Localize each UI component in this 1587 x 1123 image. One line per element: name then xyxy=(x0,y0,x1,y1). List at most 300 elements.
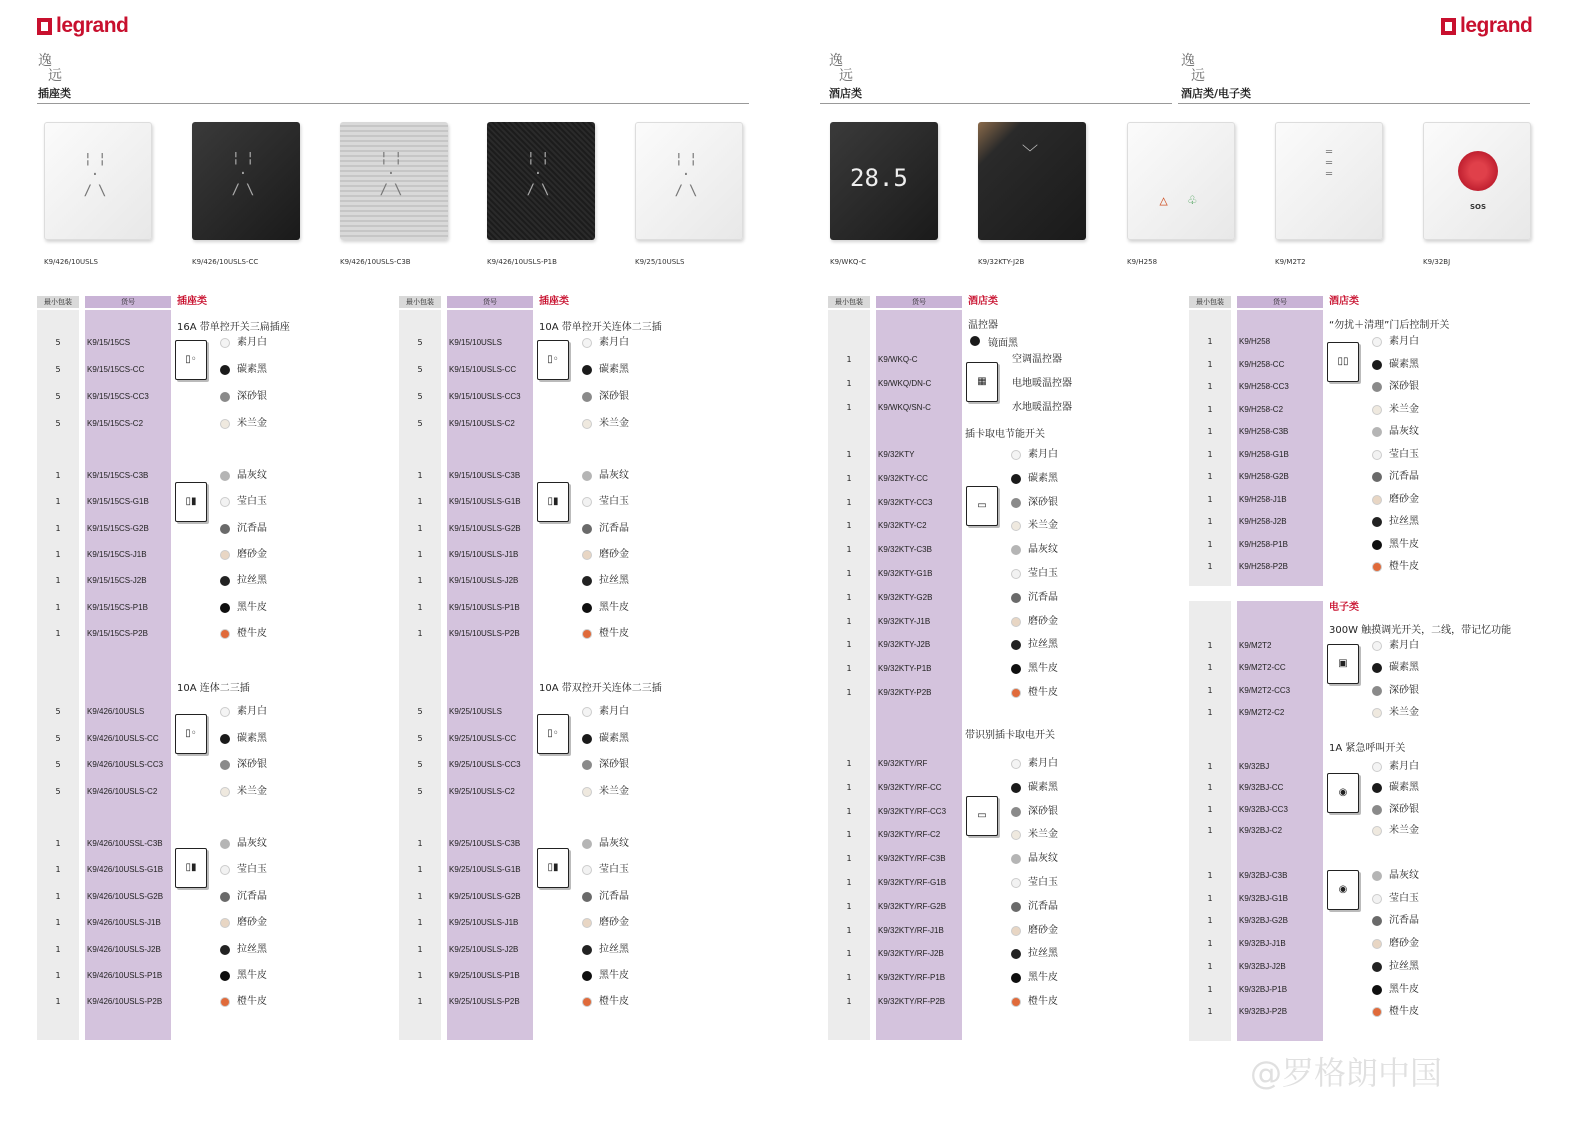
device-icon: ▯▮ xyxy=(537,482,569,522)
color-swatch xyxy=(1011,593,1021,603)
device-icon: ▭ xyxy=(966,486,998,526)
table-row xyxy=(399,705,659,719)
color-name: 黑牛皮 xyxy=(1389,538,1419,550)
category-title: 酒店类 xyxy=(968,296,998,307)
device-icon: ▭ xyxy=(966,796,998,836)
product-code: K9/32BJ-J1B xyxy=(1239,939,1286,949)
color-swatch xyxy=(1011,521,1021,531)
color-name: 素月白 xyxy=(599,706,629,717)
color-name: 深砂银 xyxy=(1389,803,1419,815)
group-title: 1A 紧急呼叫开关 xyxy=(1329,743,1406,754)
table-row xyxy=(37,916,297,930)
table-row xyxy=(37,469,297,483)
product-code: K9/15/15CS-CC3 xyxy=(87,392,149,401)
pack-qty: 1 xyxy=(846,782,852,792)
product-code: K9/32KTY/RF-P1B xyxy=(878,973,946,983)
pack-qty: 1 xyxy=(417,918,423,928)
category-title: 插座类 xyxy=(177,296,207,307)
pack-qty: 1 xyxy=(1207,961,1213,971)
product-code: K9/15/10USLS-G1B xyxy=(449,497,521,507)
pack-qty: 1 xyxy=(55,576,61,586)
product-code: K9/32KTY-C3B xyxy=(878,545,932,555)
color-name: 拉丝黑 xyxy=(1389,960,1419,972)
pack-qty: 1 xyxy=(1207,825,1213,835)
color-swatch xyxy=(220,865,230,875)
color-name: 橙牛皮 xyxy=(599,996,629,1008)
device-icon: ▦ xyxy=(966,362,998,402)
table-row xyxy=(828,615,1088,629)
color-name: 米兰金 xyxy=(1389,403,1419,415)
color-swatch xyxy=(582,707,592,717)
color-name: 黑牛皮 xyxy=(599,601,629,613)
device-type: 电地暖温控器 xyxy=(1012,378,1072,389)
color-name: 拉丝黑 xyxy=(237,943,267,955)
color-swatch xyxy=(1372,562,1382,572)
color-swatch xyxy=(582,997,592,1007)
category-title: 电子类 xyxy=(1329,602,1359,613)
color-name: 深砂银 xyxy=(599,759,629,771)
color-swatch xyxy=(1011,545,1021,555)
color-name: 素月白 xyxy=(237,337,267,348)
color-swatch xyxy=(1372,805,1382,815)
table-row xyxy=(1189,448,1449,462)
color-swatch xyxy=(220,760,230,770)
table-row xyxy=(1189,803,1449,817)
color-name: 黑牛皮 xyxy=(1028,972,1058,984)
color-swatch xyxy=(220,338,230,348)
product-code: K9/H258 xyxy=(1239,337,1271,346)
table-row xyxy=(1189,1005,1449,1019)
pack-qty: 1 xyxy=(55,971,61,980)
product-code: K9/426/10USLS-P1B xyxy=(487,258,557,266)
table-row xyxy=(828,401,1088,415)
product-code: K9/32BJ-P1B xyxy=(1239,984,1288,994)
product-code: K9/15/15CS-C3B xyxy=(87,471,149,480)
color-swatch xyxy=(582,419,592,429)
product-code: K9/15/10USLS-CC3 xyxy=(449,392,521,401)
color-name: 沉香晶 xyxy=(599,522,629,534)
pack-qty: 1 xyxy=(1207,685,1213,695)
product-code: K9/426/10USLS-CC3 xyxy=(87,760,164,770)
table-row xyxy=(37,336,297,350)
product-code: K9/32BJ xyxy=(1423,258,1451,266)
pack-qty: 1 xyxy=(55,865,61,875)
table-row xyxy=(37,601,297,615)
color-name: 拉丝黑 xyxy=(1389,516,1419,527)
table-row xyxy=(37,705,297,719)
color-swatch xyxy=(1372,762,1382,772)
color-swatch xyxy=(1372,360,1382,370)
pack-qty: 1 xyxy=(846,616,852,626)
device-icon: ▯◦ xyxy=(537,340,569,380)
pack-qty: 1 xyxy=(846,569,852,578)
color-swatch xyxy=(220,419,230,429)
group-title: 300W 触摸调光开关，二线，带记忆功能 xyxy=(1329,625,1512,636)
product-image xyxy=(1423,122,1531,240)
device-icon: ▯▮ xyxy=(537,848,569,888)
color-swatch xyxy=(1011,617,1021,627)
table-row xyxy=(399,890,659,904)
group-title: 10A 连体二三插 xyxy=(177,683,250,694)
pack-qty: 1 xyxy=(846,878,852,887)
pack-qty: 1 xyxy=(417,839,423,848)
pack-qty: 1 xyxy=(846,545,852,555)
product-code: K9/H258-P1B xyxy=(1239,539,1288,549)
product-code: K9/15/15CS-CC xyxy=(87,365,145,374)
product-code: K9/25/10USLS-CC xyxy=(449,733,517,743)
table-row xyxy=(828,377,1088,391)
pack-qty: 1 xyxy=(417,602,423,612)
pack-qty: 5 xyxy=(417,365,423,374)
product-code: K9/H258-P2B xyxy=(1239,562,1288,571)
pack-qty: 1 xyxy=(1207,804,1213,814)
pack-qty: 1 xyxy=(417,497,423,507)
color-name: 橙牛皮 xyxy=(237,627,267,639)
pack-qty: 1 xyxy=(55,549,61,559)
product-code: K9/32BJ-G1B xyxy=(1239,893,1288,903)
product-code: K9/15/15CS-G1B xyxy=(87,497,149,507)
product-code: K9/25/10USLS-C3B xyxy=(449,839,521,848)
product-code: K9/32BJ-C2 xyxy=(1239,825,1283,835)
product-code: K9/M2T2 xyxy=(1239,641,1272,650)
color-swatch xyxy=(1011,973,1021,983)
product-code: K9/25/10USLS-P1B xyxy=(449,971,520,980)
finish-swatch xyxy=(970,336,980,346)
pack-qty: 5 xyxy=(417,786,423,796)
color-name: 拉丝黑 xyxy=(1028,639,1058,651)
pack-qty: 1 xyxy=(55,628,61,638)
color-name: 素月白 xyxy=(1389,336,1419,347)
color-swatch xyxy=(220,365,230,375)
product-code: K9/32BJ-CC3 xyxy=(1239,804,1288,814)
product-code: K9/15/15CS-J1B xyxy=(87,549,147,559)
product-code: K9/15/15CS-J2B xyxy=(87,576,147,586)
color-name: 拉丝黑 xyxy=(237,575,267,587)
color-name: 晶灰纹 xyxy=(599,838,629,849)
pack-qty: 1 xyxy=(1207,783,1213,793)
table-row xyxy=(1189,892,1449,906)
table-row xyxy=(399,390,659,404)
divider xyxy=(37,103,749,104)
product-card xyxy=(1127,122,1249,266)
color-name: 沉香晶 xyxy=(599,890,629,902)
color-swatch xyxy=(1372,517,1382,527)
product-code: K9/426/10USLS-CC xyxy=(192,258,259,266)
pack-qty: 1 xyxy=(1207,1007,1213,1017)
pack-qty: 1 xyxy=(1207,707,1213,717)
device-icon: ▯◦ xyxy=(175,340,207,380)
color-swatch xyxy=(1372,916,1382,926)
product-code: K9/32KTY-G2B xyxy=(878,592,933,602)
color-swatch xyxy=(582,734,592,744)
table-row xyxy=(399,417,659,431)
product-code: K9/25/10USLS-G1B xyxy=(449,865,521,875)
pack-qty: 1 xyxy=(1207,984,1213,994)
product-code: K9/H258-CC3 xyxy=(1239,382,1289,391)
pack-qty: 1 xyxy=(846,901,852,911)
chevron-down-icon: ﹀ xyxy=(1022,143,1039,162)
color-swatch xyxy=(1011,997,1021,1007)
pack-qty: 1 xyxy=(846,854,852,864)
group-title: 16A 带单控开关三扁插座 xyxy=(177,322,290,333)
pack-qty: 1 xyxy=(1207,893,1213,903)
color-swatch xyxy=(220,707,230,717)
table-row xyxy=(828,876,1088,890)
product-code: K9/15/10USLS-J2B xyxy=(449,576,519,586)
product-code: K9/15/15CS-P2B xyxy=(87,628,148,638)
header-pack: 最小包装 xyxy=(828,296,870,308)
color-swatch xyxy=(1372,708,1382,718)
color-name: 深砂银 xyxy=(599,391,629,402)
color-swatch xyxy=(220,971,230,981)
product-code: K9/15/10USLS xyxy=(449,338,502,347)
color-name: 深砂银 xyxy=(237,759,267,771)
color-swatch xyxy=(1011,688,1021,698)
table-row xyxy=(1189,937,1449,951)
product-code: K9/426/10USLS-P2B xyxy=(87,997,163,1007)
pack-qty: 1 xyxy=(846,806,852,816)
product-code: K9/426/10USLS xyxy=(44,258,98,266)
product-code: K9/32KTY/RF-J2B xyxy=(878,949,944,959)
color-name: 拉丝黑 xyxy=(599,943,629,955)
table-row xyxy=(1189,560,1449,574)
product-code: K9/H258-G1B xyxy=(1239,449,1289,459)
product-code: K9/32KTY/RF xyxy=(878,759,928,768)
pack-qty: 1 xyxy=(846,521,852,531)
table-row xyxy=(37,995,297,1009)
color-name: 磨砂金 xyxy=(1389,938,1419,950)
color-name: 黑牛皮 xyxy=(237,970,267,981)
table-row xyxy=(1189,960,1449,974)
pack-qty: 1 xyxy=(846,592,852,602)
pack-qty: 1 xyxy=(55,497,61,507)
pack-qty: 1 xyxy=(1207,427,1213,436)
product-code: K9/25/10USLS-P2B xyxy=(449,997,520,1007)
product-card xyxy=(44,122,166,266)
table-row xyxy=(1189,425,1449,439)
product-code: K9/25/10USLS-C2 xyxy=(449,786,515,796)
color-swatch xyxy=(220,629,230,639)
table-row xyxy=(399,863,659,877)
product-code: K9/426/10USLS xyxy=(87,707,145,716)
product-card xyxy=(487,122,609,266)
color-swatch xyxy=(220,734,230,744)
color-swatch xyxy=(582,392,592,402)
product-code: K9/WKQ/SN-C xyxy=(878,403,931,412)
table-row xyxy=(399,785,659,799)
product-code: K9/426/10USLS-G2B xyxy=(87,891,164,901)
table-row xyxy=(828,353,1088,367)
product-code: K9/32KTY/RF-J1B xyxy=(878,925,944,935)
color-name: 素月白 xyxy=(1389,761,1419,772)
color-name: 米兰金 xyxy=(237,418,267,429)
color-swatch xyxy=(220,892,230,902)
pack-qty: 1 xyxy=(846,688,852,697)
color-swatch xyxy=(1372,939,1382,949)
color-name: 橙牛皮 xyxy=(1028,996,1058,1007)
color-swatch xyxy=(1011,569,1021,579)
pack-qty: 1 xyxy=(1207,359,1213,369)
color-name: 莹白玉 xyxy=(1389,892,1419,904)
color-swatch xyxy=(582,892,592,902)
table-row xyxy=(828,947,1088,961)
product-code: K9/426/10USLS-G1B xyxy=(87,865,164,875)
color-name: 晶灰纹 xyxy=(1389,426,1419,437)
pack-qty: 5 xyxy=(417,707,423,716)
divider xyxy=(1178,103,1530,104)
table-row xyxy=(828,781,1088,795)
color-name: 碳素黑 xyxy=(599,732,629,744)
header-code: 货号 xyxy=(85,296,171,308)
table-row xyxy=(828,757,1088,771)
color-swatch xyxy=(582,576,592,586)
color-swatch xyxy=(220,918,230,928)
color-name: 沉香晶 xyxy=(1389,471,1419,482)
color-name: 晶灰纹 xyxy=(237,838,267,849)
color-name: 莹白玉 xyxy=(237,496,267,508)
pack-qty: 1 xyxy=(1207,517,1213,526)
category-title: 插座类 xyxy=(539,296,569,307)
color-name: 晶灰纹 xyxy=(599,470,629,481)
table-row xyxy=(828,567,1088,581)
product-code: K9/25/10USLS-J1B xyxy=(449,918,519,928)
product-code: K9/32BJ-CC xyxy=(1239,783,1284,793)
pack-qty: 1 xyxy=(846,973,852,983)
series-mark: 逸 远 xyxy=(1181,53,1205,84)
table-row xyxy=(399,969,659,983)
pack-qty: 1 xyxy=(1207,916,1213,926)
color-swatch xyxy=(1011,474,1021,484)
color-name: 莹白玉 xyxy=(599,496,629,508)
pack-qty: 5 xyxy=(55,786,61,796)
color-swatch xyxy=(582,971,592,981)
color-name: 橙牛皮 xyxy=(599,627,629,639)
product-code: K9/H258-G2B xyxy=(1239,472,1289,481)
product-code: K9/H258-CC xyxy=(1239,359,1285,369)
pack-qty: 1 xyxy=(846,759,852,768)
color-swatch xyxy=(1011,854,1021,864)
device-icon: ▯◦ xyxy=(175,714,207,754)
table-row xyxy=(828,900,1088,914)
product-code: K9/32KTY/RF-C3B xyxy=(878,854,946,864)
group-title: 带识别插卡取电开关 xyxy=(965,730,1055,741)
color-swatch xyxy=(220,787,230,797)
color-swatch xyxy=(1011,450,1021,460)
color-name: 橙牛皮 xyxy=(1028,687,1058,698)
color-name: 磨砂金 xyxy=(1028,924,1058,936)
color-name: 米兰金 xyxy=(599,785,629,797)
color-swatch xyxy=(582,918,592,928)
table-row xyxy=(37,732,297,746)
product-code: K9/M2T2-CC xyxy=(1239,663,1286,673)
table-row xyxy=(1189,470,1449,484)
table-row xyxy=(399,732,659,746)
color-swatch xyxy=(220,550,230,560)
product-code: K9/32KTY-P2B xyxy=(878,688,932,697)
table-row xyxy=(828,448,1088,462)
pack-qty: 5 xyxy=(417,392,423,401)
table-row xyxy=(828,971,1088,985)
product-code: K9/426/10USLS-C3B xyxy=(340,258,411,266)
table-row xyxy=(828,995,1088,1009)
color-swatch xyxy=(1372,1007,1382,1017)
logo-text: legrand xyxy=(56,14,129,37)
table-row xyxy=(399,548,659,562)
pack-qty: 1 xyxy=(846,664,852,674)
product-code: K9/WKQ-C xyxy=(878,355,918,364)
color-name: 深砂银 xyxy=(1028,805,1058,817)
table-row xyxy=(828,805,1088,819)
series-mark: 逸 远 xyxy=(38,53,62,84)
device-icon: ▯▯ xyxy=(1327,342,1359,382)
table-row xyxy=(37,574,297,588)
color-swatch xyxy=(582,365,592,375)
product-image: ¦¦ · /\ xyxy=(487,122,595,240)
pack-qty: 5 xyxy=(55,707,61,716)
color-swatch xyxy=(220,839,230,849)
product-code: K9/32KTY-CC xyxy=(878,473,928,483)
color-swatch xyxy=(1372,427,1382,437)
color-name: 沉香晶 xyxy=(1389,915,1419,927)
category-title: 酒店类 xyxy=(1329,296,1359,307)
table-row xyxy=(1189,781,1449,795)
color-swatch xyxy=(1372,783,1382,793)
pack-qty: 1 xyxy=(846,949,852,959)
table-row xyxy=(399,995,659,1009)
pack-qty: 1 xyxy=(846,925,852,935)
group-title: 温控器 xyxy=(968,320,998,331)
product-code: K9/H258-J1B xyxy=(1239,494,1287,504)
table-row xyxy=(399,574,659,588)
pack-qty: 1 xyxy=(1207,404,1213,414)
table-row xyxy=(828,638,1088,652)
product-image xyxy=(978,122,1086,240)
table-row xyxy=(399,363,659,377)
table-row xyxy=(37,495,297,509)
table-row xyxy=(1189,403,1449,417)
pack-qty: 1 xyxy=(1207,539,1213,549)
product-code: K9/32KTY/RF-P2B xyxy=(878,997,946,1006)
pack-qty: 1 xyxy=(1207,337,1213,346)
pack-qty: 1 xyxy=(417,471,423,480)
pack-qty: 1 xyxy=(55,891,61,901)
product-code: K9/M2T2-C2 xyxy=(1239,707,1285,717)
color-name: 碳素黑 xyxy=(1028,781,1058,793)
table-row xyxy=(399,601,659,615)
table-row xyxy=(1189,760,1449,774)
table-row xyxy=(828,543,1088,557)
table-row xyxy=(399,758,659,772)
color-swatch xyxy=(1372,894,1382,904)
color-name: 碳素黑 xyxy=(1389,662,1419,674)
pack-qty: 5 xyxy=(417,760,423,770)
color-name: 素月白 xyxy=(1028,758,1058,769)
product-code: K9/25/10USLS xyxy=(449,707,502,716)
section-title: 酒店类 xyxy=(829,87,862,100)
product-code: K9/15/10USLS-P1B xyxy=(449,602,520,612)
product-image: △ ♧ xyxy=(1127,122,1235,240)
pack-qty: 5 xyxy=(417,733,423,743)
color-swatch xyxy=(1011,759,1021,769)
color-swatch xyxy=(582,338,592,348)
pack-qty: 5 xyxy=(55,760,61,770)
color-name: 深砂银 xyxy=(237,391,267,402)
product-code: K9/32KTY-J2B xyxy=(978,258,1025,266)
pack-qty: 1 xyxy=(55,918,61,928)
color-swatch xyxy=(582,524,592,534)
product-card xyxy=(635,122,757,266)
product-code: K9/25/10USLS xyxy=(635,258,685,266)
